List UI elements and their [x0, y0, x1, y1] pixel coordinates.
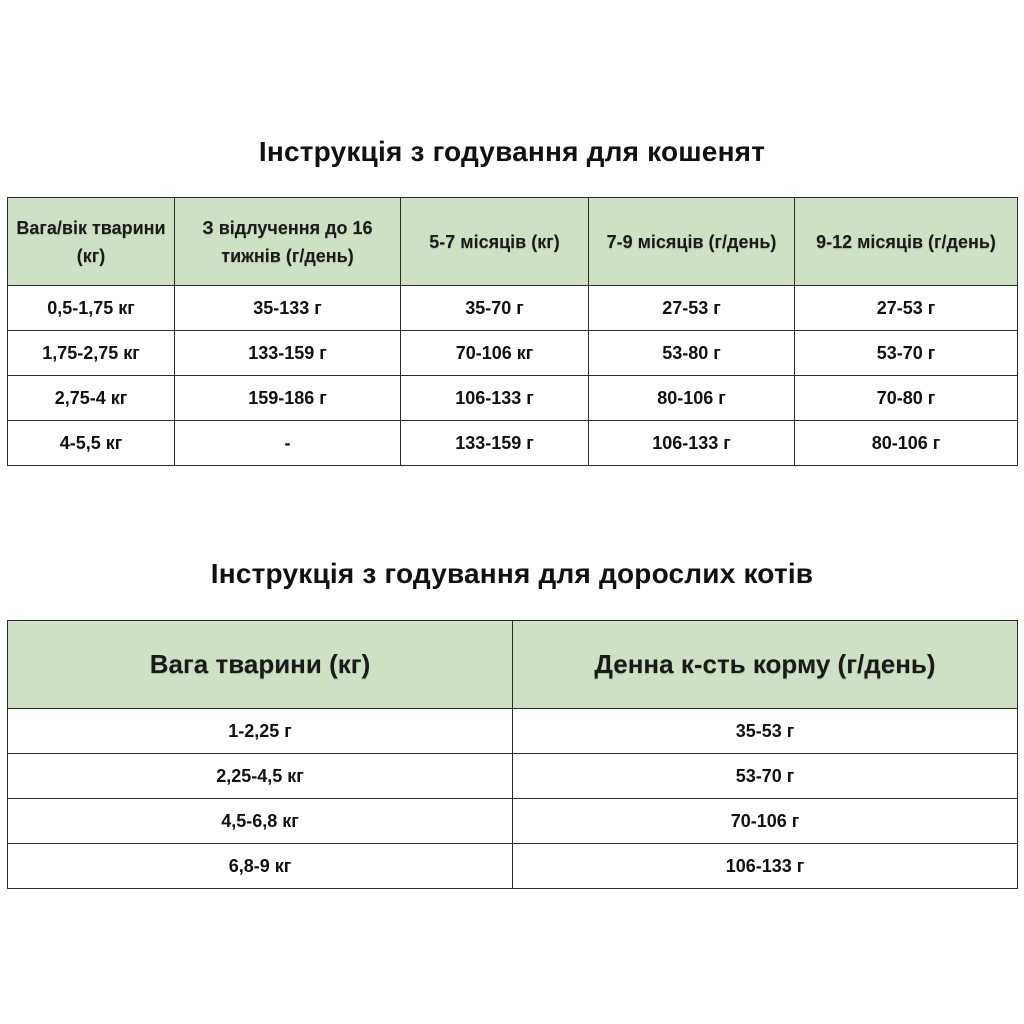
table-cell: 80-106 г: [589, 376, 795, 421]
table-cell: 27-53 г: [795, 286, 1018, 331]
column-header-7-9-months: 7-9 місяців (г/день): [589, 198, 795, 286]
table-row: [8, 376, 1018, 421]
table-cell: 35-133 г: [175, 286, 401, 331]
adults-table-title: Інструкція з годування для дорослих котів: [210, 558, 814, 589]
table-cell: 1-2,25 г: [8, 709, 513, 754]
table-cell: 4,5-6,8 кг: [8, 799, 513, 844]
table-cell: 0,5-1,75 кг: [8, 286, 175, 331]
column-header-weaning-16-weeks: З відлучення до 16 тижнів (г/день): [175, 198, 401, 286]
table-cell: 53-80 г: [589, 331, 795, 376]
table-cell: 4-5,5 кг: [8, 421, 175, 466]
table-cell: 53-70 г: [513, 754, 1018, 799]
table-cell: 106-133 г: [401, 376, 589, 421]
table-cell: 2,25-4,5 кг: [8, 754, 513, 799]
table-cell: 133-159 г: [175, 331, 401, 376]
table-cell: 70-80 г: [795, 376, 1018, 421]
column-header-animal-weight: Вага тварини (кг): [8, 621, 513, 709]
table-row: [8, 331, 1018, 376]
table-row: [8, 799, 1018, 844]
table-row: [8, 844, 1018, 889]
table-cell: 70-106 кг: [401, 331, 589, 376]
table-row: [8, 754, 1018, 799]
table-cell: 159-186 г: [175, 376, 401, 421]
table-cell: -: [175, 421, 401, 466]
table-cell: 80-106 г: [795, 421, 1018, 466]
table-row: [8, 286, 1018, 331]
table-header-row: [8, 621, 1018, 709]
column-header-daily-food-amount: Денна к-сть корму (г/день): [513, 621, 1018, 709]
adults-feeding-table: [7, 620, 1018, 889]
table-cell: 70-106 г: [513, 799, 1018, 844]
table-cell: 2,75-4 кг: [8, 376, 175, 421]
table-cell: 35-53 г: [513, 709, 1018, 754]
table-header-row: [8, 198, 1018, 286]
column-header-5-7-months: 5-7 місяців (кг): [401, 198, 589, 286]
table-cell: 6,8-9 кг: [8, 844, 513, 889]
table-cell: 1,75-2,75 кг: [8, 331, 175, 376]
table-row: [8, 709, 1018, 754]
table-cell: 133-159 г: [401, 421, 589, 466]
table-cell: 106-133 г: [589, 421, 795, 466]
table-cell: 53-70 г: [795, 331, 1018, 376]
table-cell: 106-133 г: [513, 844, 1018, 889]
table-cell: 35-70 г: [401, 286, 589, 331]
column-header-9-12-months: 9-12 місяців (г/день): [795, 198, 1018, 286]
table-cell: 27-53 г: [589, 286, 795, 331]
column-header-weight-age: Вага/вік тварини (кг): [8, 198, 175, 286]
kittens-feeding-table: [7, 197, 1018, 466]
kittens-table-title: Інструкція з годування для кошенят: [258, 136, 766, 167]
table-row: [8, 421, 1018, 466]
